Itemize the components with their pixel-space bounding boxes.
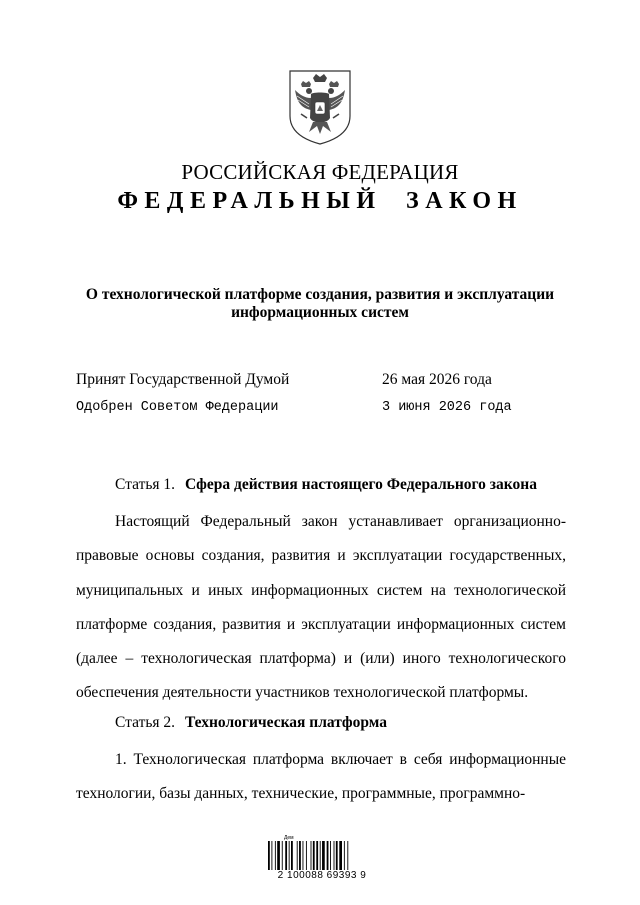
article-number: Статья 1. [115, 476, 176, 493]
coat-of-arms-icon [287, 68, 353, 146]
adoption-label: Одобрен Советом Федерации [76, 400, 279, 415]
svg-text:Дем: Дем [284, 835, 294, 841]
adoption-date: 26 мая 2026 года [382, 371, 492, 388]
article-title: Сфера действия настоящего Федерального закона [184, 476, 537, 493]
article-number: Статья 2. [115, 714, 176, 731]
article-1-heading [115, 476, 537, 494]
country-name: РОССИЙСКАЯ ФЕДЕРАЦИЯ [181, 160, 459, 184]
article-2-text: 1. Технологическая платформа включает в себя информационные технологии, базы данных, технические, программные, программно- [76, 751, 566, 803]
article-title: Технологическая платформа [184, 714, 387, 731]
article-1-text: Настоящий Федеральный закон устанавливает организационно-правовые основы создания, развития и эксплуатации государственных, муниципальных и иных информационных систем на технологической платформе создания, развития и эксплуатации информационных систем (далее – технологическая платформа) и (или) иного технологического обеспечения деятельности участников технологической платформы. [76, 513, 566, 702]
law-type-heading: ФЕДЕРАЛЬНЫЙ ЗАКОН [117, 188, 523, 214]
law-title: О технологической платформе создания, развития и эксплуатации информационных систем [85, 286, 555, 321]
barcode-number: 2 100088 69393 9 [262, 870, 382, 881]
adoption-label: Принят Государственной Думой [76, 371, 290, 388]
adoption-date: 3 июня 2026 года [382, 400, 512, 415]
article-2-heading [115, 714, 387, 732]
